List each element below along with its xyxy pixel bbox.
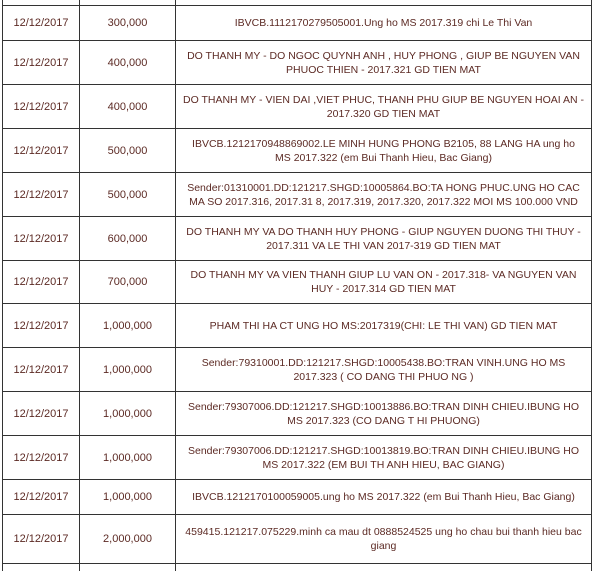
date-cell: [3, 0, 80, 5]
table-row: [3, 392, 591, 436]
description-cell: [176, 564, 591, 571]
amount-cell: 700,000: [80, 261, 176, 303]
amount-cell: 500,000: [80, 173, 176, 216]
description-cell: Sender:79310001.DD:121217.SHGD:10005438.BO:TRAN VINH.UNG HO MS 2017.323 ( CO DANG THI PHUO NG ): [201, 356, 566, 383]
description-cell: Sender:79307006.DD:121217.SHGD:10013819.BO:TRAN DINH CHIEU.IBUNG HO MS 2017.322 (EM BUI TH ANH HIEU, BAC GIANG): [187, 444, 579, 471]
date-cell: 12/12/2017: [3, 436, 80, 479]
amount-cell: 500,000: [80, 129, 176, 172]
table-row: [3, 304, 591, 348]
table-row: [3, 348, 591, 392]
date-cell: 12/12/2017: [3, 392, 80, 435]
amount-cell: 2,000,000: [80, 515, 176, 563]
date-cell: 12/12/2017: [3, 348, 80, 391]
amount-cell: 1,000,000: [80, 480, 176, 514]
transactions-table: [2, 0, 592, 571]
amount-cell: 300,000: [80, 6, 176, 40]
description-cell: DO THANH MY - VIEN DAI ,VIET PHUC, THANH PHU GIUP BE NGUYEN HOAI AN - 2017.320 GD TIEN MAT: [183, 93, 585, 120]
date-cell: 12/12/2017: [3, 515, 80, 563]
amount-cell: 1,000,000: [80, 348, 176, 391]
description-cell: IBVCB.1212170948869002.LE MINH HUNG PHONG B2105, 88 LANG HA ung ho MS 2017.322 (em Bui Thanh Hieu, Bac Giang): [192, 137, 575, 164]
amount-cell: 1,000,000: [80, 436, 176, 479]
description-cell: IBVCB.1112170279505001.Ung ho MS 2017.319 chi Le Thi Van: [234, 17, 533, 29]
table-row: [3, 217, 591, 261]
description-cell: [176, 0, 591, 5]
description-cell: PHAM THI HA CT UNG HO MS:2017319(CHI: LE THI VAN) GD TIEN MAT: [209, 319, 558, 332]
description-cell: IBVCB.1212170100059005.ung ho MS 2017.322 (em Bui Thanh Hieu, Bac Giang): [192, 491, 575, 503]
date-cell: 12/12/2017: [3, 6, 80, 40]
table-row: [3, 480, 591, 515]
date-cell: 12/12/2017: [3, 261, 80, 303]
table-row: [3, 41, 591, 85]
table-row: [3, 129, 591, 173]
description-cell: DO THANH MY VA DO THANH HUY PHONG - GIUP NGUYEN DUONG THI THUY - 2017.311 VA LE THI VAN 2017-319 GD TIEN MAT: [186, 225, 581, 252]
date-cell: 12/12/2017: [3, 129, 80, 172]
table-row: [3, 515, 591, 564]
amount-cell: 1,000,000: [80, 392, 176, 435]
date-cell: 12/12/2017: [3, 173, 80, 216]
partial-row-bottom: [3, 564, 591, 571]
amount-cell: 400,000: [80, 41, 176, 84]
description-cell: Sender:79307006.DD:121217.SHGD:10013886.BO:TRAN DINH CHIEU.IBUNG HO MS 2017.323 (CO DANG T HI PHUONG): [187, 400, 579, 427]
date-cell: 12/12/2017: [3, 85, 80, 128]
description-cell: 459415.121217.075229.minh ca mau dt 0888524525 ung ho chau bui thanh hieu bac giang: [185, 526, 582, 552]
description-cell: DO THANH MY - DO NGOC QUYNH ANH , HUY PHONG , GIUP BE NGUYEN VAN PHUOC THIEN - 2017.321 GD TIEN MAT: [187, 49, 580, 76]
amount-cell: 600,000: [80, 217, 176, 260]
date-cell: 12/12/2017: [3, 41, 80, 84]
date-cell: [3, 564, 80, 571]
amount-cell: [80, 0, 176, 5]
amount-cell: [80, 564, 176, 571]
date-cell: 12/12/2017: [3, 304, 80, 347]
table-row: [3, 6, 591, 41]
amount-cell: 400,000: [80, 85, 176, 128]
date-cell: 12/12/2017: [3, 217, 80, 260]
description-cell: Sender:01310001.DD:121217.SHGD:10005864.BO:TA HONG PHUC.UNG HO CAC MA SO 2017.316, 2017.31 8, 2017.319, 2017.320, 2017.322 MOI MS 100.000 VND: [187, 181, 580, 208]
table-row: [3, 173, 591, 217]
table-row: [3, 85, 591, 129]
amount-cell: 1,000,000: [80, 304, 176, 347]
date-cell: 12/12/2017: [3, 480, 80, 514]
table-row: [3, 436, 591, 480]
table-row: [3, 261, 591, 304]
description-cell: DO THANH MY VA VIEN THANH GIUP LU VAN ON - 2017.318- VA NGUYEN VAN HUY - 2017.314 GD TIEN MAT: [190, 269, 577, 295]
